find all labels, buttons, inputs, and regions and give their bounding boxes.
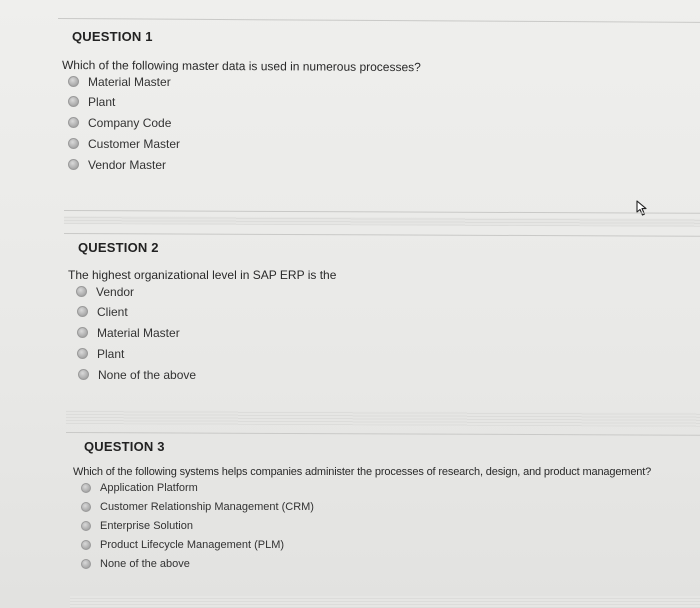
radio-button[interactable] <box>68 159 79 170</box>
question-3-option-1[interactable] <box>81 478 651 497</box>
question-3 <box>73 439 652 573</box>
radio-button[interactable] <box>68 117 79 128</box>
option-label: Vendor <box>96 284 135 299</box>
question-1-option-2[interactable] <box>68 91 421 112</box>
divider-band-2 <box>66 410 700 427</box>
question-3-option-4[interactable] <box>81 535 651 554</box>
option-label: Material Master <box>97 325 180 340</box>
radio-button[interactable] <box>81 521 91 531</box>
question-3-option-2[interactable] <box>81 497 651 516</box>
question-1-title: QUESTION 1 <box>72 29 153 44</box>
radio-button[interactable] <box>77 348 88 359</box>
question-1-option-5[interactable] <box>68 154 421 175</box>
option-label: Customer Relationship Management (CRM) <box>100 500 314 513</box>
divider-1b <box>64 233 700 237</box>
radio-button[interactable] <box>81 483 91 493</box>
option-label: Enterprise Solution <box>100 519 193 532</box>
radio-button[interactable] <box>76 286 87 297</box>
question-2-title: QUESTION 2 <box>78 240 159 255</box>
question-3-text: Which of the following systems helps companies administer the processes of research, design, and product management? <box>73 466 652 478</box>
bottom-band <box>70 596 700 608</box>
option-label: Customer Master <box>88 136 181 151</box>
radio-button[interactable] <box>68 138 79 149</box>
option-label: Material Master <box>88 74 171 89</box>
question-1 <box>61 29 421 175</box>
radio-button[interactable] <box>81 502 91 512</box>
option-label: Application Platform <box>100 481 198 494</box>
radio-button[interactable] <box>81 559 91 569</box>
divider-1a <box>64 210 700 214</box>
option-label: None of the above <box>100 557 190 570</box>
radio-button[interactable] <box>77 327 88 338</box>
question-2-option-5[interactable] <box>76 364 336 385</box>
question-1-options <box>68 72 421 175</box>
option-label: None of the above <box>98 367 197 382</box>
question-2-option-2[interactable] <box>76 301 336 322</box>
option-label: Product Lifecycle Management (PLM) <box>100 538 285 551</box>
divider-2 <box>66 432 700 436</box>
option-label: Vendor Master <box>88 157 167 172</box>
radio-button[interactable] <box>78 369 89 380</box>
question-2-text: The highest organizational level in SAP ERP is the <box>68 268 337 282</box>
question-2-option-3[interactable] <box>76 322 336 343</box>
mouse-pointer-icon <box>636 200 650 216</box>
question-3-options <box>81 478 651 573</box>
option-label: Client <box>97 304 128 319</box>
question-3-title: QUESTION 3 <box>84 439 165 454</box>
question-2-options <box>76 282 336 385</box>
question-1-option-1[interactable] <box>68 72 421 91</box>
top-divider <box>58 18 700 23</box>
question-3-option-3[interactable] <box>81 516 651 535</box>
question-1-text: Which of the following master data is used in numerous processes? <box>61 58 421 75</box>
radio-button[interactable] <box>68 76 79 87</box>
question-2-option-1[interactable] <box>76 282 336 301</box>
question-1-option-3[interactable] <box>68 112 421 133</box>
radio-button[interactable] <box>68 96 79 107</box>
question-2-option-4[interactable] <box>76 343 336 364</box>
radio-button[interactable] <box>81 540 91 550</box>
radio-button[interactable] <box>77 306 88 317</box>
question-3-option-5[interactable] <box>81 554 651 573</box>
option-label: Plant <box>88 94 116 109</box>
question-2 <box>68 240 337 385</box>
option-label: Plant <box>97 346 125 361</box>
question-1-option-4[interactable] <box>68 133 421 154</box>
divider-band-1 <box>64 216 700 227</box>
option-label: Company Code <box>88 115 172 130</box>
